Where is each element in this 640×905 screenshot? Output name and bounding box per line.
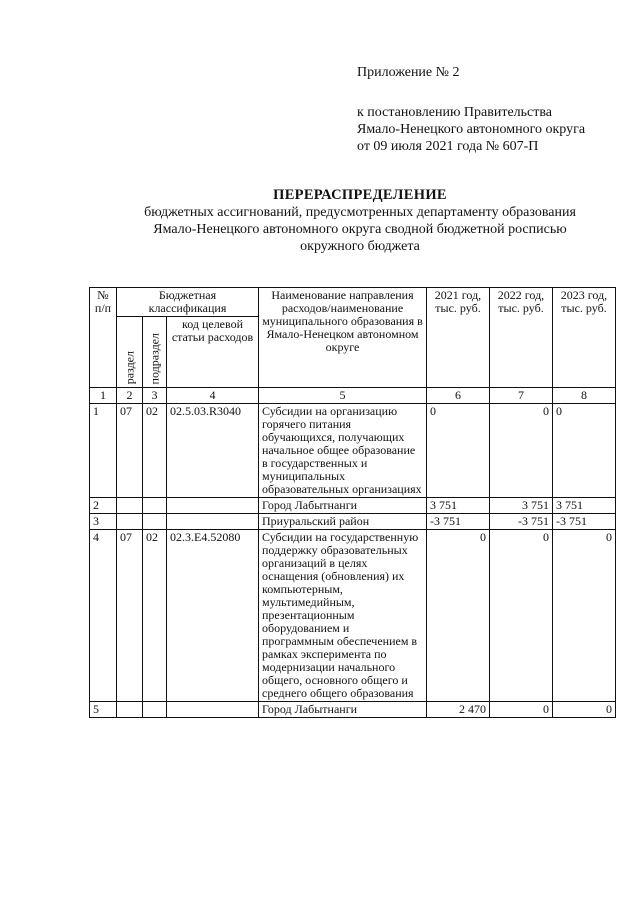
row-section	[117, 514, 143, 530]
table-row	[90, 404, 616, 498]
row-code	[167, 702, 259, 718]
table-row	[90, 702, 616, 718]
col-number: 1	[90, 388, 117, 404]
appendix-number: Приложение № 2	[357, 65, 460, 80]
row-2021: 0	[427, 404, 490, 498]
row-subsection	[143, 514, 167, 530]
document-heading	[90, 187, 630, 255]
appendix-line-3: от 09 июля 2021 года № 607-П	[357, 139, 539, 154]
row-2023: -3 751	[553, 514, 616, 530]
header-subsection-cell	[143, 317, 167, 388]
header-subsection: подраздел	[147, 332, 161, 384]
row-number: 2	[90, 498, 117, 514]
row-2022: 0	[490, 702, 553, 718]
row-subsection: 02	[143, 530, 167, 702]
row-2023: 0	[553, 404, 616, 498]
heading-line-3: окружного бюджета	[300, 239, 420, 254]
row-section	[117, 702, 143, 718]
row-2022: 0	[490, 530, 553, 702]
col-number: 6	[427, 388, 490, 404]
row-section: 07	[117, 404, 143, 498]
header-num: № п/п	[90, 288, 117, 388]
row-subsection	[143, 702, 167, 718]
appendix-block	[357, 64, 627, 155]
row-subsection	[143, 498, 167, 514]
header-section-cell	[117, 317, 143, 388]
row-2023: 3 751	[553, 498, 616, 514]
table-row	[90, 498, 616, 514]
row-name: Город Лабытнанги	[259, 498, 427, 514]
header-name: Наименование направления расходов/наименование муниципального образования в Ямало-Ненецком автономном округе	[259, 288, 427, 388]
row-code: 02.3.E4.52080	[167, 530, 259, 702]
col-number: 4	[167, 388, 259, 404]
table-row	[90, 514, 616, 530]
row-2023: 0	[553, 530, 616, 702]
header-2022: 2022 год, тыс. руб.	[490, 288, 553, 388]
row-section	[117, 498, 143, 514]
col-number: 8	[553, 388, 616, 404]
row-number: 5	[90, 702, 117, 718]
header-classification: Бюджетная классификация	[117, 288, 259, 317]
budget-table	[89, 287, 616, 718]
row-number: 4	[90, 530, 117, 702]
header-2023: 2023 год, тыс. руб.	[553, 288, 616, 388]
header-target-code: код целевой статьи расходов	[167, 317, 259, 388]
row-subsection: 02	[143, 404, 167, 498]
row-2021: 0	[427, 530, 490, 702]
row-number: 3	[90, 514, 117, 530]
col-number: 3	[143, 388, 167, 404]
col-number: 7	[490, 388, 553, 404]
col-number: 2	[117, 388, 143, 404]
document-title: ПЕРЕРАСПРЕДЕЛЕНИЕ	[273, 187, 447, 203]
header-2021: 2021 год, тыс. руб.	[427, 288, 490, 388]
heading-line-2: Ямало-Ненецкого автономного округа сводной бюджетной росписью	[153, 222, 567, 237]
appendix-line-1: к постановлению Правительства	[357, 105, 553, 120]
column-numbers-row	[90, 388, 616, 404]
row-2021: -3 751	[427, 514, 490, 530]
row-2021: 2 470	[427, 702, 490, 718]
appendix-line-2: Ямало-Ненецкого автономного округа	[357, 122, 586, 137]
row-2022: 0	[490, 404, 553, 498]
header-row-1	[90, 288, 616, 317]
row-2021: 3 751	[427, 498, 490, 514]
row-name: Субсидии на организацию горячего питания обучающихся, получающих начальное общее образование в государственных и муниципальных образовательных организациях	[259, 404, 427, 498]
row-name: Субсидии на государственную поддержку образовательных организаций в целях оснащения (обновления) их компьютерным, мультимедийным, презентационным оборудованием и программным обеспечением в рамках эксперимента по модернизации начального общего, основного общего и среднего общего образования	[259, 530, 427, 702]
row-name: Город Лабытнанги	[259, 702, 427, 718]
row-number: 1	[90, 404, 117, 498]
row-section: 07	[117, 530, 143, 702]
row-code: 02.5.03.R3040	[167, 404, 259, 498]
col-number: 5	[259, 388, 427, 404]
row-2022: 3 751	[490, 498, 553, 514]
header-section: раздел	[122, 350, 136, 384]
row-code	[167, 514, 259, 530]
row-2023: 0	[553, 702, 616, 718]
heading-line-1: бюджетных ассигнований, предусмотренных департаменту образования	[144, 205, 576, 220]
row-code	[167, 498, 259, 514]
row-2022: -3 751	[490, 514, 553, 530]
row-name: Приуральский район	[259, 514, 427, 530]
table-row	[90, 530, 616, 702]
